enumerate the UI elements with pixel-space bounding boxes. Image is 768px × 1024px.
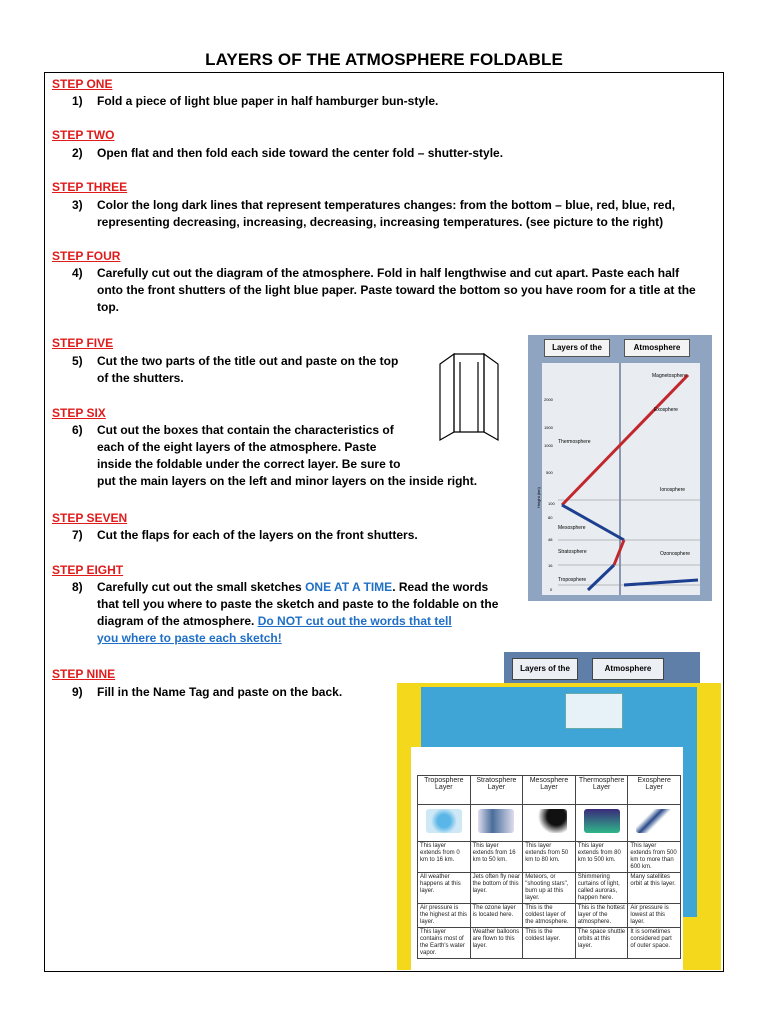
warning-text: Do NOT cut out the words that tell: [257, 614, 452, 628]
step-eight-heading: STEP EIGHT: [52, 563, 124, 577]
tick-label: 48: [548, 537, 553, 542]
table-header: Troposphere Layer: [418, 776, 471, 805]
table-cell: This is the coldest layer of the atmosphere.: [523, 904, 576, 928]
step-four-text: [72, 265, 696, 316]
step-seven-text: [72, 527, 418, 544]
step-five-text: [72, 353, 398, 387]
label-mesosphere: Mesosphere: [558, 525, 586, 531]
step-one-text: [72, 93, 438, 110]
label-ionosphere: Ionosphere: [660, 487, 686, 493]
title-strip-right: Atmosphere: [592, 658, 664, 680]
step-number: 6): [72, 423, 83, 437]
warning-text: you where to paste each sketch!: [97, 631, 282, 645]
characteristics-sheet: [411, 747, 683, 970]
step-line: Cut the two parts of the title out and paste on the top: [97, 354, 399, 368]
table-cell: Shimmering curtains of light, called auroras, happen here.: [575, 873, 628, 904]
step-number: 5): [72, 354, 83, 368]
table-cell: This layer extends from 0 km to 16 km.: [418, 842, 471, 873]
step-line: Carefully cut out the small sketches: [97, 580, 306, 594]
step-number: 4): [72, 266, 83, 280]
label-ozonosphere: Ozonosphere: [660, 551, 691, 557]
label-exosphere: Exosphere: [654, 407, 678, 413]
table-header: Thermosphere Layer: [575, 776, 628, 805]
step-line: . Read the words: [392, 580, 489, 594]
satellite-icon: [628, 805, 681, 842]
step-nine-text: [72, 684, 342, 701]
step-line: of the shutters.: [97, 371, 184, 385]
step-line: Fill in the Name Tag and paste on the back.: [97, 685, 343, 699]
page-title: LAYERS OF THE ATMOSPHERE FOLDABLE: [205, 50, 563, 69]
diagram-header-left: Layers of the: [544, 339, 610, 357]
table-cell: This layer extends from 80 km to 500 km.: [575, 842, 628, 873]
step-line: representing decreasing, increasing, decreasing, increasing temperatures. (see picture to the right): [97, 215, 664, 229]
tick-label: 500: [546, 470, 553, 475]
aurora-icon: [575, 805, 628, 842]
tick-label: 80: [548, 515, 553, 520]
table-header: Stratosphere Layer: [470, 776, 523, 805]
diagram-header-right: Atmosphere: [624, 339, 690, 357]
layers-table: [417, 775, 681, 959]
step-nine-heading: STEP NINE: [52, 667, 116, 681]
tick-label: 0: [550, 587, 553, 592]
step-line: that tell you where to paste the sketch and paste to the foldable on the: [97, 597, 499, 611]
label-stratosphere: Stratosphere: [558, 549, 587, 555]
table-cell: This is the hottest layer of the atmosphere.: [575, 904, 628, 928]
step-line: inside the foldable under the correct layer. Be sure to: [97, 457, 401, 471]
y-axis-label: Height (km): [535, 487, 541, 508]
table-cell: Jets often fly near the bottom of this layer.: [470, 873, 523, 904]
tick-label: 16: [548, 563, 553, 568]
step-line: Color the long dark lines that represent temperatures changes: from the bottom – blue, red, blue, red,: [97, 198, 676, 212]
table-cell: Meteors, or "shooting stars", burn up at this layer.: [523, 873, 576, 904]
table-cell: It is sometimes considered part of outer space.: [628, 928, 681, 959]
step-number: 8): [72, 580, 83, 594]
jet-icon: [470, 805, 523, 842]
foldable-inside-photo: [397, 683, 721, 970]
step-two-heading: STEP TWO: [52, 128, 115, 142]
tick-label: 100: [548, 501, 555, 506]
step-number: 9): [72, 685, 83, 699]
table-header: Mesosphere Layer: [523, 776, 576, 805]
step-line: Cut out the boxes that contain the characteristics of: [97, 423, 394, 437]
atmosphere-diagram-photo: [528, 335, 712, 601]
table-cell: Air pressure is the highest at this layer.: [418, 904, 471, 928]
step-number: 2): [72, 146, 83, 160]
step-number: 7): [72, 528, 83, 542]
step-line: put the main layers on the left and minor layers on the inside right.: [97, 474, 478, 488]
label-magnetosphere: Magnetosphere: [652, 373, 687, 379]
step-number: 1): [72, 94, 83, 108]
step-eight-text: [72, 579, 498, 647]
step-five-heading: STEP FIVE: [52, 336, 114, 350]
step-line: Open flat and then fold each side toward the center fold – shutter-style.: [97, 146, 504, 160]
step-line: top.: [97, 300, 119, 314]
step-line: Fold a piece of light blue paper in half hamburger bun-style.: [97, 94, 439, 108]
tick-label: 2000: [544, 397, 553, 402]
table-cell: The space shuttle orbits at this layer.: [575, 928, 628, 959]
step-six-heading: STEP SIX: [52, 406, 106, 420]
title-strip-left: Layers of the: [512, 658, 578, 680]
step-four-heading: STEP FOUR: [52, 249, 121, 263]
table-cell: All weather happens at this layer.: [418, 873, 471, 904]
table-cell: This layer extends from 50 km to 80 km.: [523, 842, 576, 873]
step-six-text: [72, 422, 477, 490]
step-three-heading: STEP THREE: [52, 180, 128, 194]
step-line: onto the front shutters of the light blue paper. Paste toward the bottom so you have room for a title at the: [97, 283, 696, 297]
step-line: Cut the flaps for each of the layers on the front shutters.: [97, 528, 418, 542]
table-cell: Weather balloons are flown to this layer.: [470, 928, 523, 959]
step-one-heading: STEP ONE: [52, 77, 113, 91]
step-line: diagram of the atmosphere.: [97, 614, 258, 628]
step-line: each of the eight layers of the atmosphere. Paste: [97, 440, 377, 454]
tick-label: 1500: [544, 425, 553, 430]
tick-label: 1000: [544, 443, 553, 448]
label-troposphere: Troposphere: [558, 577, 587, 583]
name-tag-note: [565, 693, 623, 729]
cloud-icon: [418, 805, 471, 842]
step-two-text: [72, 145, 503, 162]
table-cell: The ozone layer is located here.: [470, 904, 523, 928]
table-cell: This layer contains most of the Earth's water vapor.: [418, 928, 471, 959]
table-cell: Air pressure is lowest at this layer.: [628, 904, 681, 928]
step-seven-heading: STEP SEVEN: [52, 511, 128, 525]
step-line: Carefully cut out the diagram of the atmosphere. Fold in half lengthwise and cut apart. Paste each half: [97, 266, 680, 280]
meteor-icon: [523, 805, 576, 842]
step-three-text: [72, 197, 675, 231]
table-cell: This layer extends from 500 km to more than 600 km.: [628, 842, 681, 873]
title-strip-photo: [504, 652, 700, 684]
table-cell: Many satellites orbit at this layer.: [628, 873, 681, 904]
emphasis-text: ONE AT A TIME: [305, 580, 393, 594]
step-number: 3): [72, 198, 83, 212]
table-header: Exosphere Layer: [628, 776, 681, 805]
table-cell: This layer extends from 16 km to 50 km.: [470, 842, 523, 873]
label-thermosphere: Thermosphere: [558, 439, 591, 445]
table-cell: This is the coldest layer.: [523, 928, 576, 959]
